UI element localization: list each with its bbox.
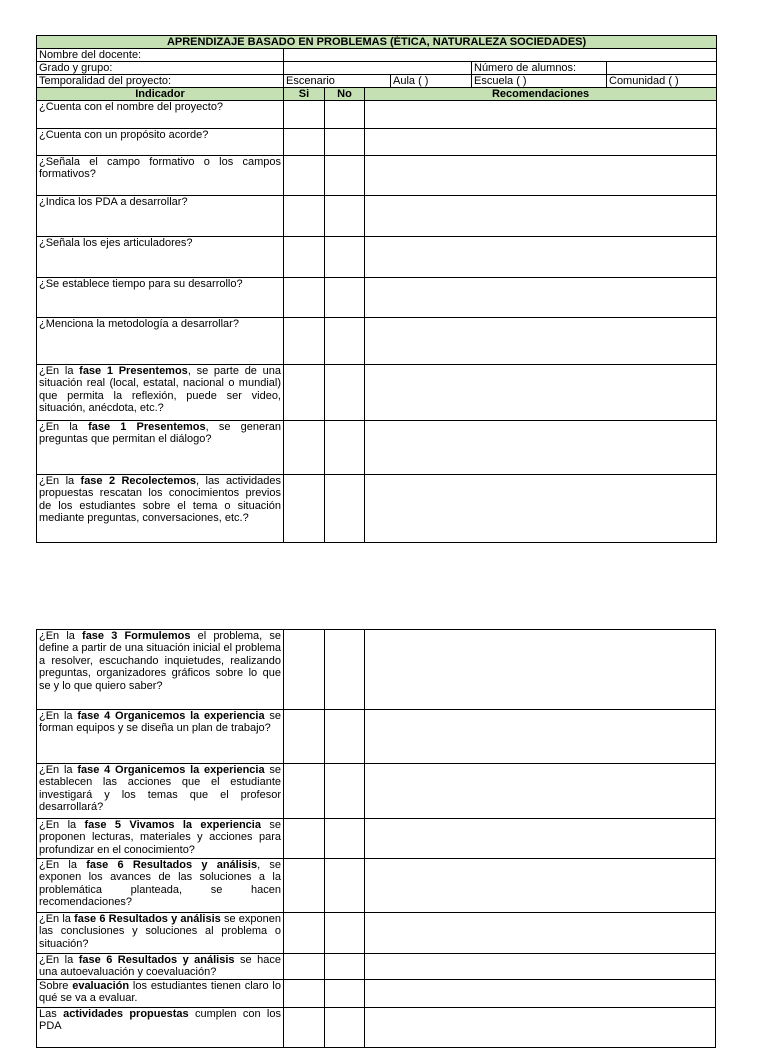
si-cell[interactable] [284,819,325,859]
indicator-row [37,859,716,913]
indicator-row [37,1008,716,1048]
no-cell[interactable] [325,365,365,421]
si-cell[interactable] [284,954,325,980]
si-cell[interactable] [284,129,325,156]
recomendaciones-cell[interactable] [365,421,717,475]
recomendaciones-cell[interactable] [365,237,717,278]
indicator-segment: ¿En la [39,365,80,377]
indicator-emphasis: fase 1 Presentemos [88,421,206,433]
indicator-text [37,318,284,365]
indicator-text [37,475,284,543]
docente-field[interactable] [284,49,717,62]
indicator-emphasis: fase 3 Formulemos [82,630,191,642]
indicator-row [37,278,717,318]
si-cell[interactable] [284,196,325,237]
indicator-segment: ¿Señala el campo formativo o los campos formativos? [39,156,281,181]
indicator-segment: el problema, se define a partir de una situación inicial el problema a resolver, escuchando inquietudes, realizando preguntas, organizadores gráficos sobre lo que se y lo que quiero saber? [39,630,281,692]
indicator-text [37,421,284,475]
indicator-row [37,710,716,764]
indicator-segment: ¿En la [39,859,87,871]
no-cell[interactable] [325,318,365,365]
indicator-text [37,278,284,318]
indicator-segment: cumplen con los PDA [39,1008,281,1033]
aula-option[interactable]: Aula ( ) [391,75,472,88]
recomendaciones-cell[interactable] [365,630,716,710]
recomendaciones-cell[interactable] [365,129,717,156]
si-cell[interactable] [284,913,325,954]
si-cell[interactable] [284,318,325,365]
indicator-segment: ¿Indica los PDA a desarrollar? [39,196,188,208]
indicator-emphasis: fase 6 Resultados y análisis [86,859,258,871]
indicator-segment: se establecen las acciones que el estudiante investigará y los temas que el profesor desarrollará? [39,764,281,814]
indicator-text [37,365,284,421]
col-no: No [325,88,365,101]
no-cell[interactable] [325,630,365,710]
no-cell[interactable] [325,129,365,156]
indicator-text [37,1008,284,1048]
indicator-segment: ¿Cuenta con un propósito acorde? [39,129,209,141]
indicator-segment: ¿Señala los ejes articuladores? [39,237,193,249]
recomendaciones-cell[interactable] [365,980,716,1008]
indicator-emphasis: fase 6 Resultados y análisis [78,954,235,966]
indicator-text [37,156,284,196]
indicator-segment: ¿En la [39,954,79,966]
indicator-row [37,101,717,129]
si-cell[interactable] [284,1008,325,1048]
indicator-emphasis: fase 4 Organicemos la experiencia [77,764,265,776]
no-cell[interactable] [325,913,365,954]
recomendaciones-cell[interactable] [365,859,716,913]
recomendaciones-cell[interactable] [365,365,717,421]
recomendaciones-cell[interactable] [365,156,717,196]
no-cell[interactable] [325,278,365,318]
recomendaciones-cell[interactable] [365,475,717,543]
indicator-row [37,630,716,710]
indicator-emphasis: actividades propuestas [63,1008,189,1020]
recomendaciones-cell[interactable] [365,278,717,318]
escuela-option[interactable]: Escuela ( ) [472,75,607,88]
indicator-emphasis: fase 2 Recolectemos [80,475,197,487]
col-indicador: Indicador [37,88,284,101]
indicator-text [37,954,284,980]
indicator-text [37,819,284,859]
indicator-row [37,156,717,196]
indicator-segment: ¿En la [39,421,89,433]
indicator-segment: se forman equipos y se diseña un plan de trabajo? [39,710,281,735]
si-cell[interactable] [284,630,325,710]
si-cell[interactable] [284,421,325,475]
indicator-row [37,475,717,543]
indicator-segment: se hace una autoevaluación y coevaluación? [39,954,281,979]
indicator-row [37,196,717,237]
indicator-segment: Las [39,1008,64,1020]
recomendaciones-cell[interactable] [365,710,716,764]
recomendaciones-cell[interactable] [365,196,717,237]
indicator-segment: ¿Se establece tiempo para su desarrollo? [39,278,243,290]
no-cell[interactable] [325,156,365,196]
indicator-segment: ¿En la [39,475,81,487]
si-cell[interactable] [284,475,325,543]
indicator-emphasis: fase 1 Presentemos [79,365,188,377]
no-cell[interactable] [325,421,365,475]
si-cell[interactable] [284,710,325,764]
indicator-row [37,421,717,475]
grado-field[interactable] [284,62,472,75]
si-cell[interactable] [284,278,325,318]
indicator-row [37,129,717,156]
grado-label: Grado y grupo: [37,62,284,75]
indicator-text [37,980,284,1008]
col-recomendaciones: Recomendaciones [365,88,717,101]
indicator-segment: ¿Cuenta con el nombre del proyecto? [39,101,224,113]
no-cell[interactable] [325,101,365,129]
no-cell[interactable] [325,764,365,819]
no-cell[interactable] [325,980,365,1008]
recomendaciones-cell[interactable] [365,913,716,954]
si-cell[interactable] [284,365,325,421]
recomendaciones-cell[interactable] [365,819,716,859]
indicator-segment: , se exponen los avances de las soluciones a la problemática planteada, se hacen recomendaciones? [39,859,281,909]
indicator-text [37,196,284,237]
indicator-row [37,980,716,1008]
indicator-text [37,764,284,819]
indicator-segment: , las actividades propuestas rescatan los conocimientos previos de los estudiantes sobre el tema o situación mediante preguntas, conversaciones, etc.? [39,475,281,525]
indicator-row [37,237,717,278]
si-cell[interactable] [284,764,325,819]
si-cell[interactable] [284,156,325,196]
no-cell[interactable] [325,1008,365,1048]
temporalidad-label: Temporalidad del proyecto: [37,75,284,88]
indicator-segment: ¿Menciona la metodología a desarrollar? [39,318,239,330]
indicator-emphasis: fase 6 Resultados y análisis [74,913,221,925]
comunidad-option[interactable]: Comunidad ( ) [607,75,717,88]
docente-label: Nombre del docente: [37,49,284,62]
indicator-segment: ¿En la [39,764,78,776]
indicator-text [37,859,284,913]
alumnos-label: Número de alumnos: [472,62,607,75]
escenario-label: Escenario [284,75,391,88]
si-cell[interactable] [284,859,325,913]
indicator-text [37,237,284,278]
no-cell[interactable] [325,819,365,859]
indicator-segment: ¿En la [39,710,78,722]
indicator-segment: Sobre [39,980,73,992]
recomendaciones-cell[interactable] [365,1008,716,1048]
si-cell[interactable] [284,101,325,129]
recomendaciones-cell[interactable] [365,101,717,129]
si-cell[interactable] [284,237,325,278]
no-cell[interactable] [325,954,365,980]
indicator-text [37,913,284,954]
indicator-segment: , se parte de una situación real (local, estatal, nacional o mundial) que permita la reflexión, puede ser video, situación, anécdota, etc.? [39,365,281,415]
indicator-text [37,710,284,764]
indicator-segment: ¿En la [39,913,75,925]
indicator-text [37,630,284,710]
indicator-row [37,913,716,954]
indicator-row [37,819,716,859]
indicator-emphasis: fase 5 Vivamos la experiencia [84,819,261,831]
alumnos-field[interactable] [607,62,717,75]
indicator-segment: los estudiantes tienen claro lo qué se va a evaluar. [39,980,281,1005]
indicator-emphasis: evaluación [72,980,130,992]
indicator-text [37,101,284,129]
no-cell[interactable] [325,196,365,237]
si-cell[interactable] [284,980,325,1008]
recomendaciones-cell[interactable] [365,954,716,980]
no-cell[interactable] [325,859,365,913]
indicator-row [37,365,717,421]
recomendaciones-cell[interactable] [365,764,716,819]
indicator-row [37,318,717,365]
evaluation-table-page2 [36,629,716,1048]
indicator-segment: , se generan preguntas que permitan el diálogo? [39,421,281,446]
col-si: Si [284,88,325,101]
indicator-row [37,764,716,819]
no-cell[interactable] [325,710,365,764]
indicator-segment: se exponen las conclusiones y soluciones al problema o situación? [39,913,281,950]
form-title: APRENDIZAJE BASADO EN PROBLEMAS (ÉTICA, NATURALEZA SOCIEDADES) [37,36,717,49]
indicator-segment: ¿En la [39,630,83,642]
indicator-segment: ¿En la [39,819,85,831]
indicator-text [37,129,284,156]
no-cell[interactable] [325,237,365,278]
evaluation-table-page1 [36,35,717,543]
indicator-emphasis: fase 4 Organicemos la experiencia [77,710,265,722]
recomendaciones-cell[interactable] [365,318,717,365]
indicator-row [37,954,716,980]
no-cell[interactable] [325,475,365,543]
indicator-segment: se proponen lecturas, materiales y acciones para profundizar en el conocimiento? [39,819,281,856]
